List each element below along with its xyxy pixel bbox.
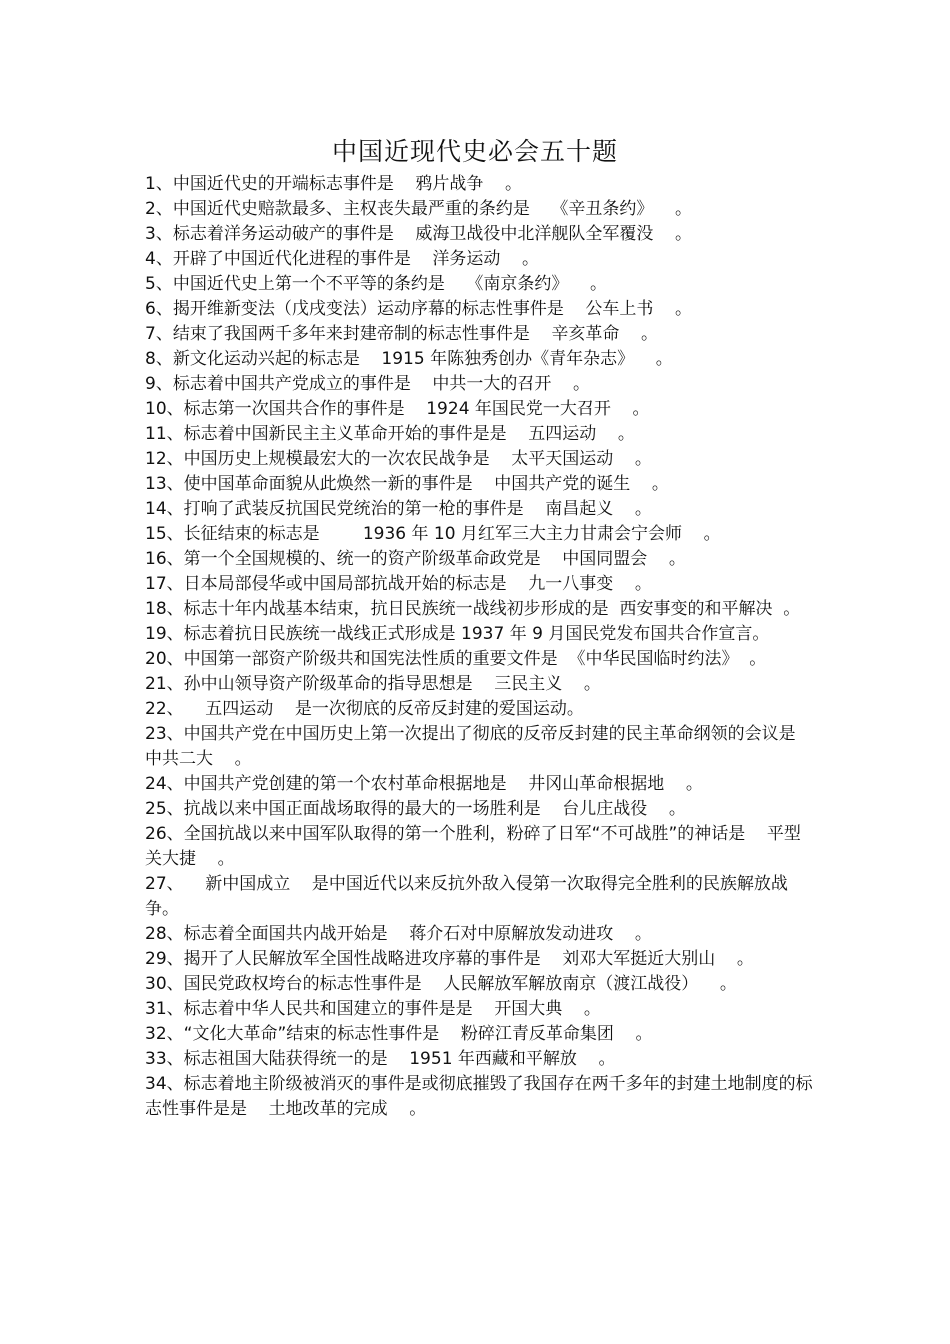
question-item: 34、标志着地主阶级被消灭的事件是或彻底摧毁了我国存在两千多年的封建土地制度的标志性事件是是 土地改革的完成 。 <box>145 1074 813 1119</box>
question-item: 22、 五四运动 是一次彻底的反帝反封建的爱国运动。 <box>145 699 584 719</box>
question-item: 33、标志祖国大陆获得统一的是 1951 年西藏和平解放 。 <box>145 1049 616 1069</box>
question-item: 3、标志着洋务运动破产的事件是 威海卫战役中北洋舰队全军覆没 。 <box>145 224 693 244</box>
question-item: 28、标志着全面国共内战开始是 蒋介石对中原解放发动进攻 。 <box>145 924 652 944</box>
question-item: 19、标志着抗日民族统一战线正式形成是 1937 年 9 月国民党发布国共合作宣言。 <box>145 624 770 644</box>
question-item: 10、标志第一次国共合作的事件是 1924 年国民党一大召开 。 <box>145 399 650 419</box>
question-item: 25、抗战以来中国正面战场取得的最大的一场胜利是 台儿庄战役 。 <box>145 799 686 819</box>
question-item: 2、中国近代史赔款最多、主权丧失最严重的条约是 《辛丑条约》 。 <box>145 199 693 219</box>
question-item: 4、开辟了中国近代化进程的事件是 洋务运动 。 <box>145 249 540 269</box>
question-item: 17、日本局部侵华或中国局部抗战开始的标志是 九一八事变 。 <box>145 574 652 594</box>
question-item: 31、标志着中华人民共和国建立的事件是是 开国大典 。 <box>145 999 601 1019</box>
question-item: 1、中国近代史的开端标志事件是 鸦片战争 。 <box>145 174 523 194</box>
question-item: 29、揭开了人民解放军全国性战略进攻序幕的事件是 刘邓大军挺近大别山 。 <box>145 949 754 969</box>
question-item: 20、中国第一部资产阶级共和国宪法性质的重要文件是 《中华民国临时约法》 。 <box>145 649 767 669</box>
question-item: 7、结束了我国两千多年来封建帝制的标志性事件是 辛亥革命 。 <box>145 324 659 344</box>
question-item: 26、全国抗战以来中国军队取得的第一个胜利，粉碎了日军“不可战胜”的神话是 平型关大捷 。 <box>145 824 801 869</box>
question-list <box>145 172 818 1122</box>
question-item: 14、打响了武装反抗国民党统治的第一枪的事件是 南昌起义 。 <box>145 499 652 519</box>
question-item: 18、标志十年内战基本结束，抗日民族统一战线初步形成的是 西安事变的和平解决 。 <box>145 599 801 619</box>
document-title: 中国近现代史必会五十题 <box>331 137 618 166</box>
question-item: 12、中国历史上规模最宏大的一次农民战争是 太平天国运动 。 <box>145 449 652 469</box>
question-item: 9、标志着中国共产党成立的事件是 中共一大的召开 。 <box>145 374 591 394</box>
question-item: 8、新文化运动兴起的标志是 1915 年陈独秀创办《青年杂志》 。 <box>145 349 673 369</box>
question-item: 27、 新中国成立 是中国近代以来反抗外敌入侵第一次取得完全胜利的民族解放战争。 <box>145 874 788 919</box>
question-item: 24、中国共产党创建的第一个农村革命根据地是 井冈山革命根据地 。 <box>145 774 703 794</box>
question-item: 6、揭开维新变法（戊戌变法）运动序幕的标志性事件是 公车上书 。 <box>145 299 693 319</box>
question-item: 16、第一个全国规模的、统一的资产阶级革命政党是 中国同盟会 。 <box>145 549 686 569</box>
question-item: 30、国民党政权垮台的标志性事件是 人民解放军解放南京（渡江战役） 。 <box>145 974 737 994</box>
question-item: 13、使中国革命面貌从此焕然一新的事件是 中国共产党的诞生 。 <box>145 474 669 494</box>
question-item: 15、长征结束的标志是 1936 年 10 月红军三大主力甘肃会宁会师 。 <box>145 524 721 544</box>
question-item: 11、标志着中国新民主主义革命开始的事件是是 五四运动 。 <box>145 424 635 444</box>
question-item: 23、中国共产党在中国历史上第一次提出了彻底的反帝反封建的民主革命纲领的会议是 中共二大 。 <box>145 724 818 769</box>
question-item: 32、“文化大革命”结束的标志性事件是 粉碎江青反革命集团 。 <box>145 1024 653 1044</box>
question-item: 5、中国近代史上第一个不平等的条约是 《南京条约》 。 <box>145 274 608 294</box>
question-item: 21、孙中山领导资产阶级革命的指导思想是 三民主义 。 <box>145 674 601 694</box>
